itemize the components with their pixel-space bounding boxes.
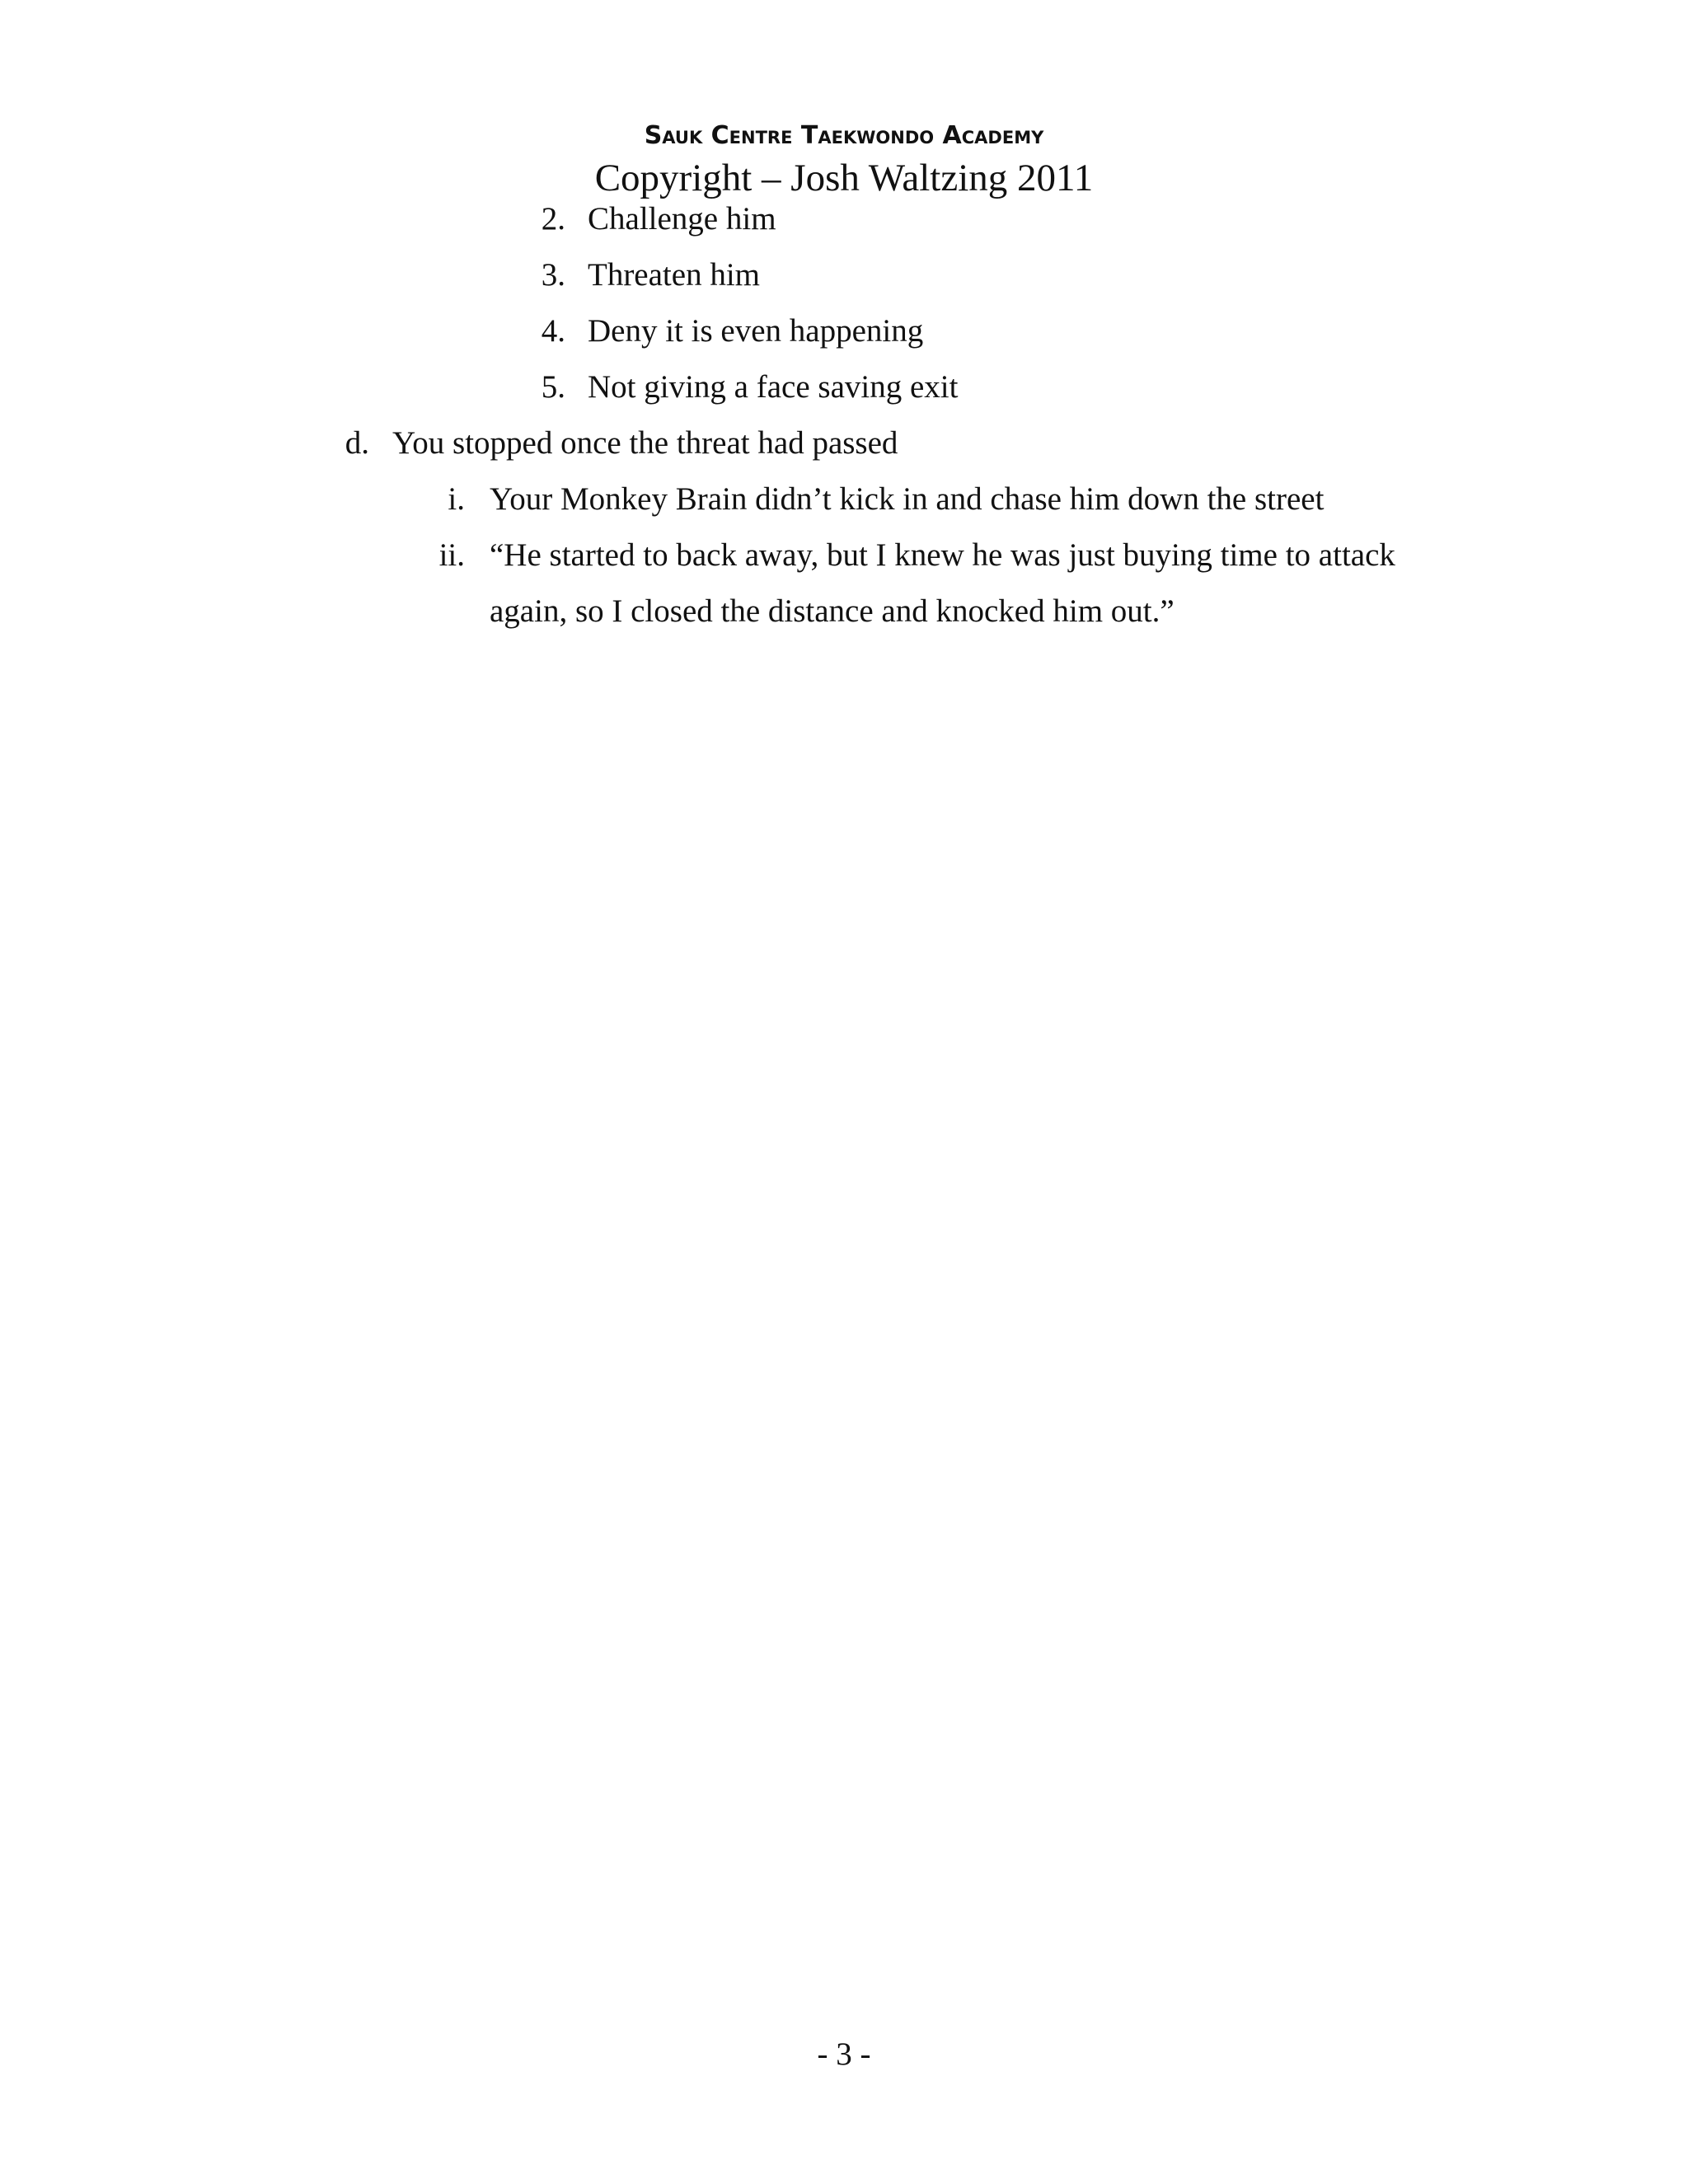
list-marker: d. (345, 425, 369, 461)
list-item-text: “He started to back away, but I knew he was just buying time to attack (490, 537, 1395, 573)
list-item-text: again, so I closed the distance and knocked him out.” (490, 593, 1175, 629)
header-copyright: Copyright – Josh Waltzing 2011 (594, 157, 1094, 199)
list-marker: i. (448, 481, 465, 517)
list-item-text: Not giving a face saving exit (588, 369, 959, 405)
list-marker: 4. (541, 313, 565, 349)
list-item-text: Deny it is even happening (588, 313, 924, 349)
list-item-text: Threaten him (588, 257, 760, 293)
header-brand: Sauk Centre Taekwondo Academy (644, 121, 1044, 150)
list-marker: 3. (541, 257, 565, 293)
list-item-text: Your Monkey Brain didn’t kick in and chase him down the street (490, 481, 1325, 517)
list-marker: 5. (541, 369, 565, 405)
list-marker: 2. (541, 201, 565, 237)
list-item-text: You stopped once the threat had passed (392, 425, 898, 461)
page-number: - 3 - (817, 2036, 871, 2072)
list-marker: ii. (438, 537, 465, 573)
list-item-text: Challenge him (588, 201, 776, 237)
